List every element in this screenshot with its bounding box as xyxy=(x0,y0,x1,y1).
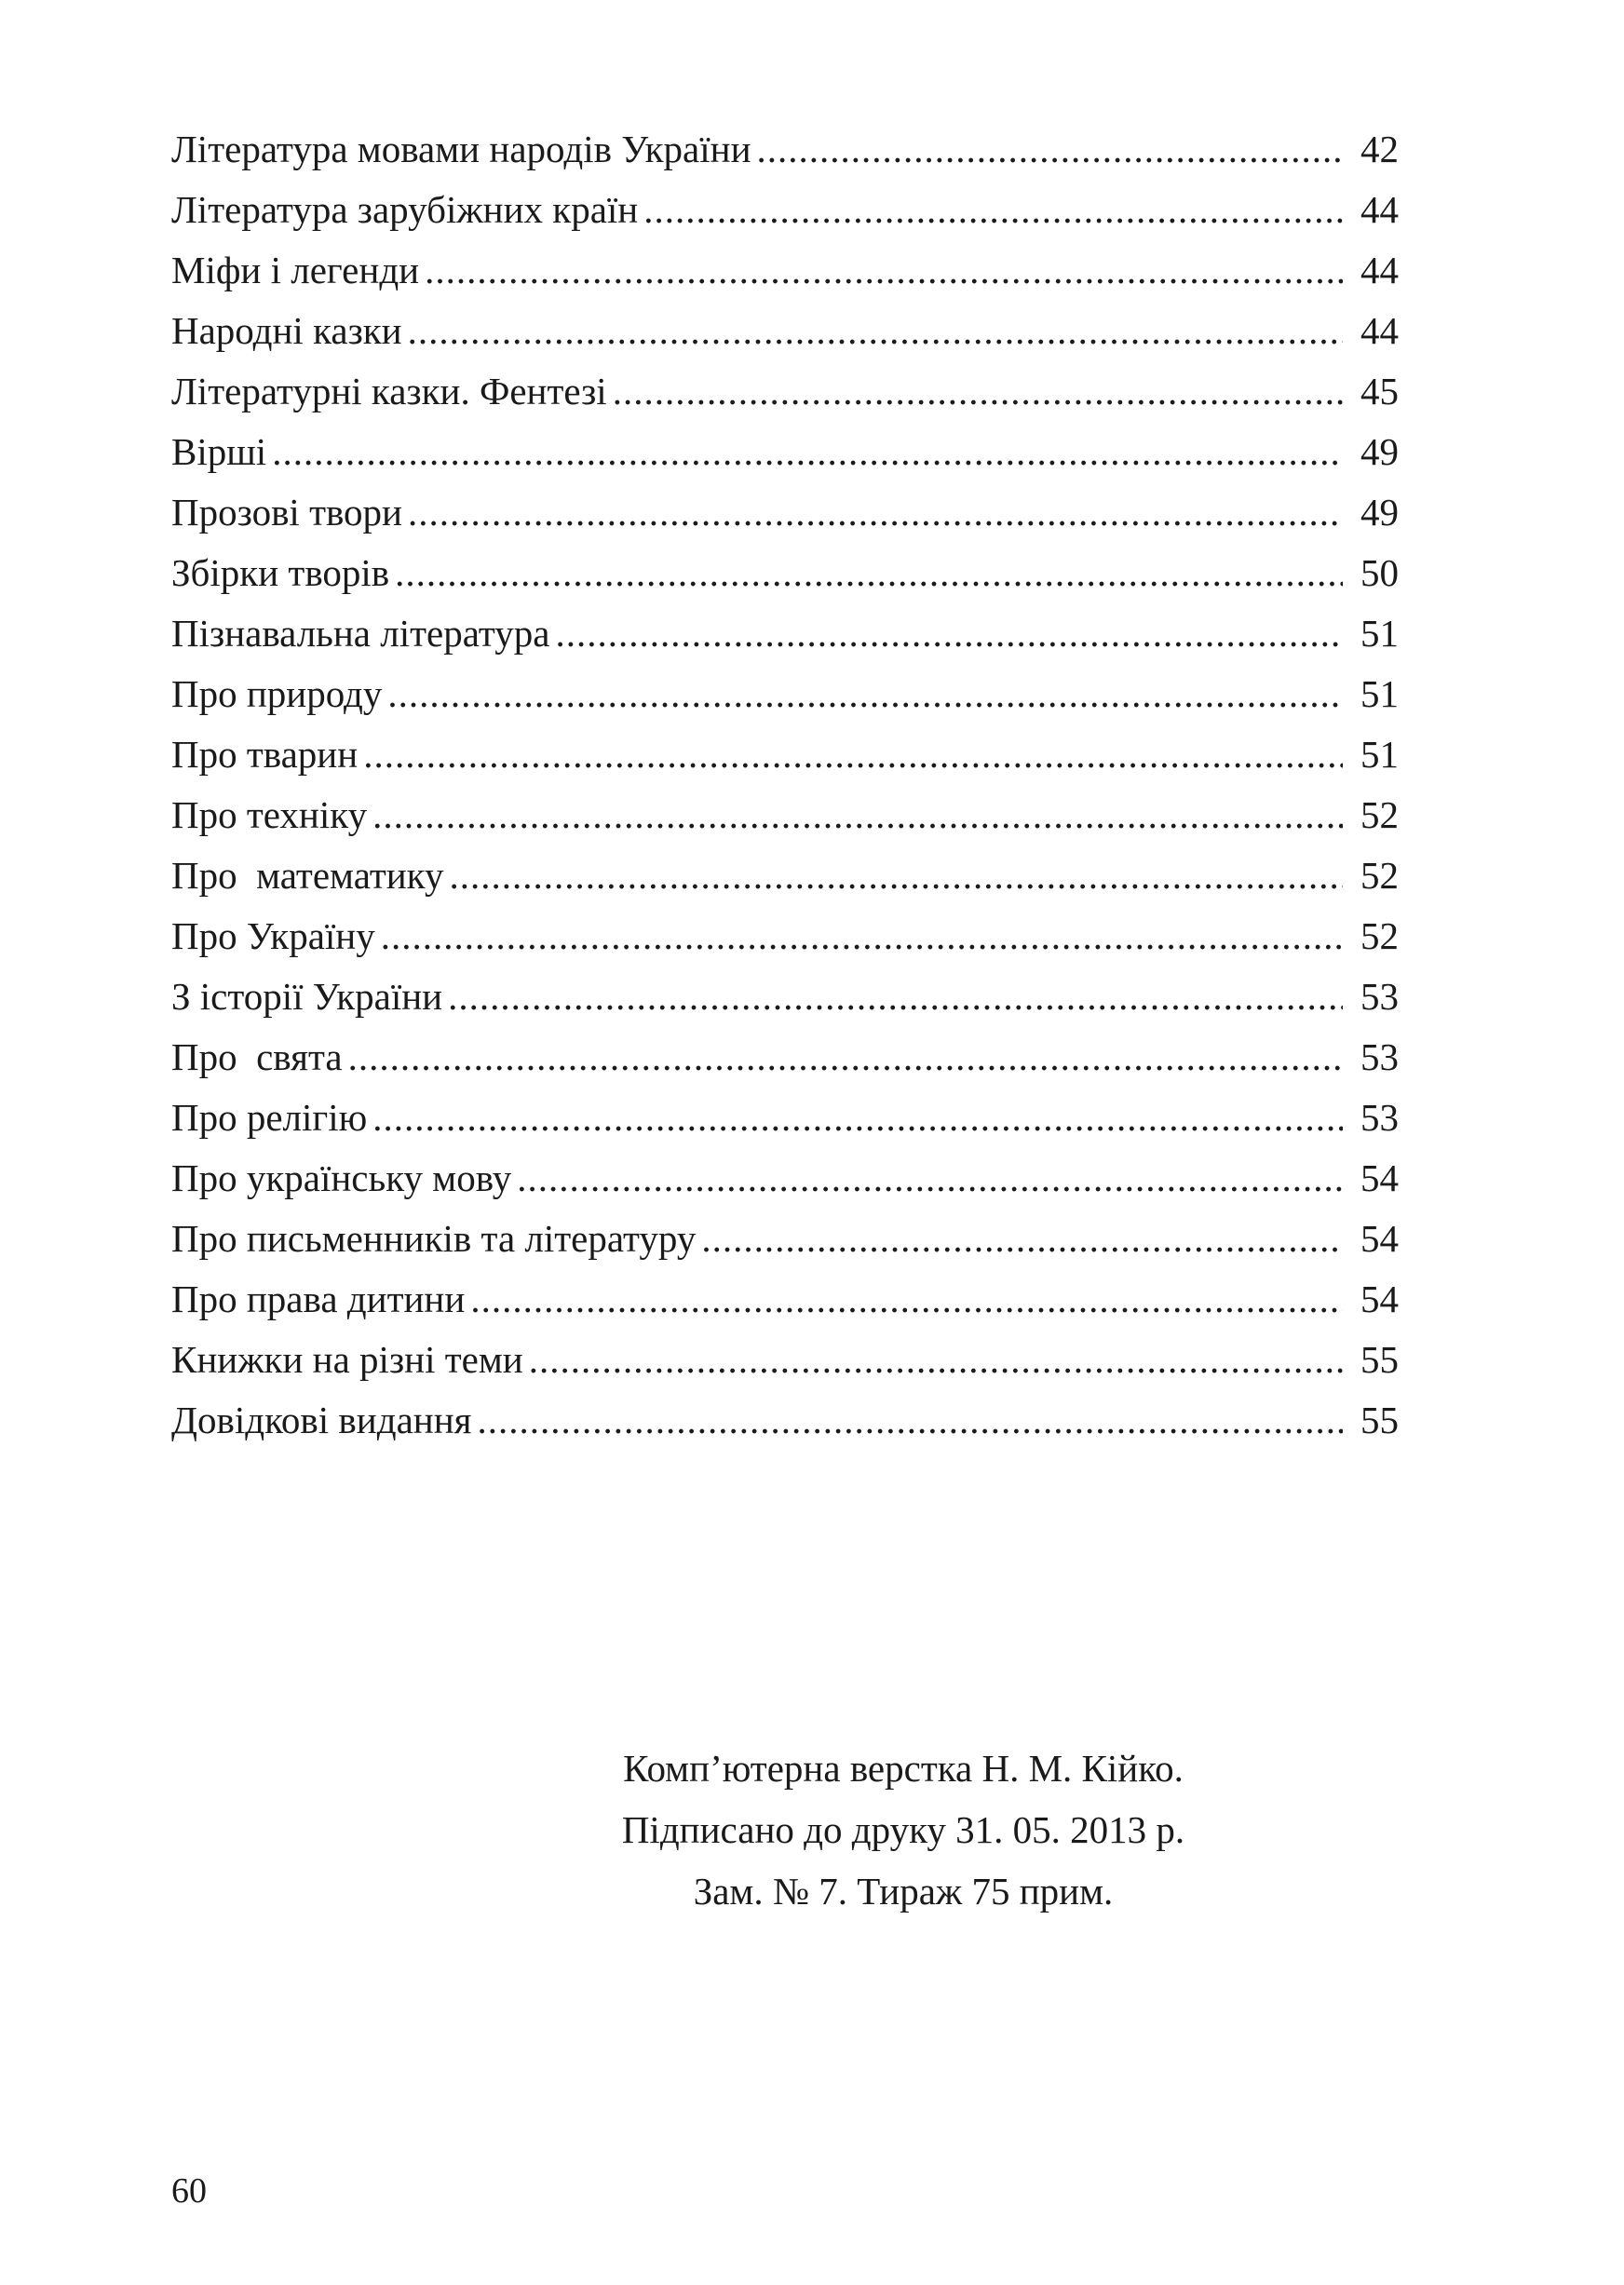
toc-entry-title: Про Україну xyxy=(171,914,375,957)
toc-entry xyxy=(171,301,1399,361)
toc-entry-title: Про техніку xyxy=(171,793,368,836)
toc-entry-page: 55 xyxy=(1360,1338,1399,1381)
toc-dot-leader xyxy=(372,1088,1343,1148)
toc-entry-title: Про права дитини xyxy=(171,1278,466,1320)
toc-entry-page: 52 xyxy=(1360,854,1399,897)
toc-entry-page: 44 xyxy=(1360,188,1399,231)
imprint-print-date: Підписано до друку 31. 05. 2013 р. xyxy=(621,1808,1185,1851)
toc-entry-page: 55 xyxy=(1360,1399,1399,1441)
toc-entry-page: 54 xyxy=(1360,1278,1399,1320)
toc-entry-title: Про тварин xyxy=(171,733,359,776)
toc-entry-page: 50 xyxy=(1360,551,1399,594)
toc-entry-page: 51 xyxy=(1360,672,1399,715)
toc-dot-leader xyxy=(757,119,1343,180)
toc-entry xyxy=(171,361,1399,422)
toc-entry-title: Літературні казки. Фентезі xyxy=(171,370,607,412)
toc-dot-leader xyxy=(478,1390,1343,1451)
toc-dot-leader xyxy=(448,967,1343,1027)
toc-entry-page: 52 xyxy=(1360,914,1399,957)
toc-entry-title: Міфи і легенди xyxy=(171,249,420,291)
toc-entry-title: Прозові твори xyxy=(171,491,403,534)
toc-dot-leader xyxy=(470,1269,1343,1330)
toc-entry xyxy=(171,543,1399,603)
toc-entry xyxy=(171,482,1399,543)
toc-entry xyxy=(171,119,1399,180)
toc-dot-leader xyxy=(348,1027,1343,1088)
toc-entry-title: Література мовами народів України xyxy=(171,128,751,170)
toc-entry-page: 49 xyxy=(1360,491,1399,534)
toc-entry-title: Вірші xyxy=(171,430,267,473)
toc-entry-title: Про математику xyxy=(171,854,444,897)
toc-dot-leader xyxy=(555,603,1343,664)
toc-entry xyxy=(171,906,1399,967)
table-of-contents xyxy=(171,119,1399,1451)
toc-entry-title: З історії України xyxy=(171,975,443,1018)
toc-entry xyxy=(171,1330,1399,1390)
toc-entry-page: 42 xyxy=(1360,128,1399,170)
toc-entry-page: 52 xyxy=(1360,793,1399,836)
toc-entry-page: 53 xyxy=(1360,1035,1399,1078)
toc-entry xyxy=(171,180,1399,240)
toc-dot-leader xyxy=(381,906,1343,967)
toc-entry xyxy=(171,1148,1399,1209)
toc-dot-leader xyxy=(450,845,1343,906)
toc-dot-leader xyxy=(372,785,1343,845)
toc-entry xyxy=(171,1027,1399,1088)
toc-entry-title: Про свята xyxy=(171,1035,343,1078)
toc-dot-leader xyxy=(701,1209,1343,1269)
toc-dot-leader xyxy=(517,1148,1343,1209)
toc-entry-title: Довідкові видання xyxy=(171,1399,472,1441)
toc-dot-leader xyxy=(529,1330,1343,1390)
toc-dot-leader xyxy=(613,361,1343,422)
toc-entry xyxy=(171,845,1399,906)
toc-entry xyxy=(171,1269,1399,1330)
toc-entry-title: Народні казки xyxy=(171,309,402,352)
toc-entry-page: 54 xyxy=(1360,1156,1399,1199)
toc-entry xyxy=(171,664,1399,724)
toc-entry xyxy=(171,785,1399,845)
toc-entry-title: Про релігію xyxy=(171,1096,368,1139)
imprint-layout-credit: Комп’ютерна верстка Н. М. Кійко. xyxy=(623,1747,1184,1790)
page-number: 60 xyxy=(171,2171,207,2211)
toc-entry xyxy=(171,422,1399,482)
toc-dot-leader xyxy=(395,543,1343,603)
imprint-block xyxy=(521,1737,1285,1922)
toc-entry-page: 51 xyxy=(1360,733,1399,776)
toc-entry-page: 49 xyxy=(1360,430,1399,473)
toc-entry-page: 44 xyxy=(1360,249,1399,291)
toc-entry xyxy=(171,240,1399,301)
toc-dot-leader xyxy=(363,724,1343,785)
toc-entry-title: Збірки творів xyxy=(171,551,390,594)
toc-dot-leader xyxy=(272,422,1343,482)
toc-entry xyxy=(171,1088,1399,1148)
imprint-order-circulation: Зам. № 7. Тираж 75 прим. xyxy=(693,1870,1114,1913)
toc-entry xyxy=(171,724,1399,785)
toc-entry xyxy=(171,967,1399,1027)
toc-entry-page: 54 xyxy=(1360,1217,1399,1260)
toc-dot-leader xyxy=(387,664,1343,724)
toc-entry-title: Література зарубіжних країн xyxy=(171,188,639,231)
toc-entry-page: 53 xyxy=(1360,975,1399,1018)
toc-entry-title: Про письменників та літературу xyxy=(171,1217,697,1260)
toc-dot-leader xyxy=(408,482,1343,543)
toc-entry-page: 51 xyxy=(1360,612,1399,655)
toc-entry-title: Книжки на різні теми xyxy=(171,1338,523,1381)
toc-entry xyxy=(171,1209,1399,1269)
toc-entry xyxy=(171,603,1399,664)
toc-entry-title: Про українську мову xyxy=(171,1156,512,1199)
toc-entry-title: Пізнавальна література xyxy=(171,612,550,655)
toc-entry-page: 45 xyxy=(1360,370,1399,412)
toc-entry-title: Про природу xyxy=(171,672,383,715)
toc-entry-page: 53 xyxy=(1360,1096,1399,1139)
toc-dot-leader xyxy=(408,301,1343,361)
toc-dot-leader xyxy=(643,180,1343,240)
toc-entry-page: 44 xyxy=(1360,309,1399,352)
toc-dot-leader xyxy=(425,240,1343,301)
toc-entry xyxy=(171,1390,1399,1451)
